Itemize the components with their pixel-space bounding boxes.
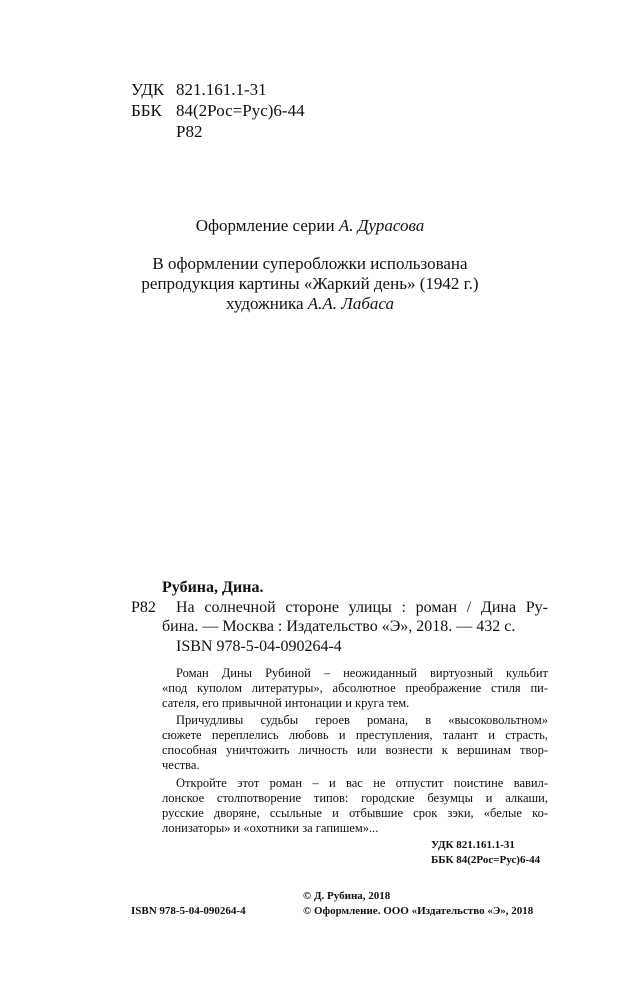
series-designer: А. Дурасова [338,216,425,235]
artist-name: А.А. Лабаса [307,294,394,313]
author-sign-top: Р82 [176,122,203,141]
annotation-line-2: «под куполом литературы», абсолютное преображение стиля пи- [162,681,548,695]
annotation-line-11: лонизаторы» и «охотники за гапишем»... [162,821,379,835]
series-design-line [90,216,530,236]
cover-line-2: репродукция картины «Жаркий день» (1942 г.) [141,274,479,293]
bbk-value: 84(2Рос=Рус)6-44 [176,101,305,120]
annotation-line-6: способная уничтожить личность или вознести к вершинам твор- [162,743,548,757]
annotation-line-4: Причудливы судьбы героев романа, в «высоковольтном» [176,713,548,727]
catalog-author-sign: Р82 [131,599,156,616]
cover-line-1: В оформлении суперобложки использована [152,254,468,273]
udk-value: 821.161.1-31 [176,80,267,99]
catalog-isbn: ISBN 978-5-04-090264-4 [176,638,342,655]
series-design-prefix: Оформление серии [195,216,335,235]
artist-line [90,294,530,314]
catalog-author: Рубина, Дина. [162,579,264,596]
annotation-line-8: Откройте этот роман – и вас не отпустит поистине вавил- [176,776,548,790]
catalog-desc-line-1: На солнечной стороне улицы : роман / Дина Ру- [176,599,548,616]
catalog-desc-line-2: бина. — Москва : Издательство «Э», 2018. — 432 с. [162,618,516,635]
copyright-design: © Оформление. ООО «Издательство «Э», 2018 [303,905,534,917]
artist-prefix: художника [226,294,304,313]
bbk-label: ББК [131,101,162,120]
annotation-line-1: Роман Дины Рубиной – неожиданный виртуозный кульбит [176,666,548,680]
annotation-line-5: сюжете переплелись любовь и преступления, талант и страсть, [162,728,548,742]
udk-label: УДК [131,80,165,99]
annotation-bbk: ББК 84(2Рос=Рус)6-44 [431,854,541,866]
annotation-line-10: русские дворяне, ссыльные и отбывшие срок зэки, «белые ко- [162,806,548,820]
copyright-author: © Д. Рубина, 2018 [303,890,391,902]
annotation-line-3: сателя, его привычной интонации и круга тем. [162,696,410,710]
footer-isbn: ISBN 978-5-04-090264-4 [131,905,246,917]
annotation-udk: УДК 821.161.1-31 [431,839,515,851]
annotation-line-9: лонское столпотворение типов: городские безумцы и алкаши, [162,791,548,805]
annotation-line-7: чества. [162,758,200,772]
